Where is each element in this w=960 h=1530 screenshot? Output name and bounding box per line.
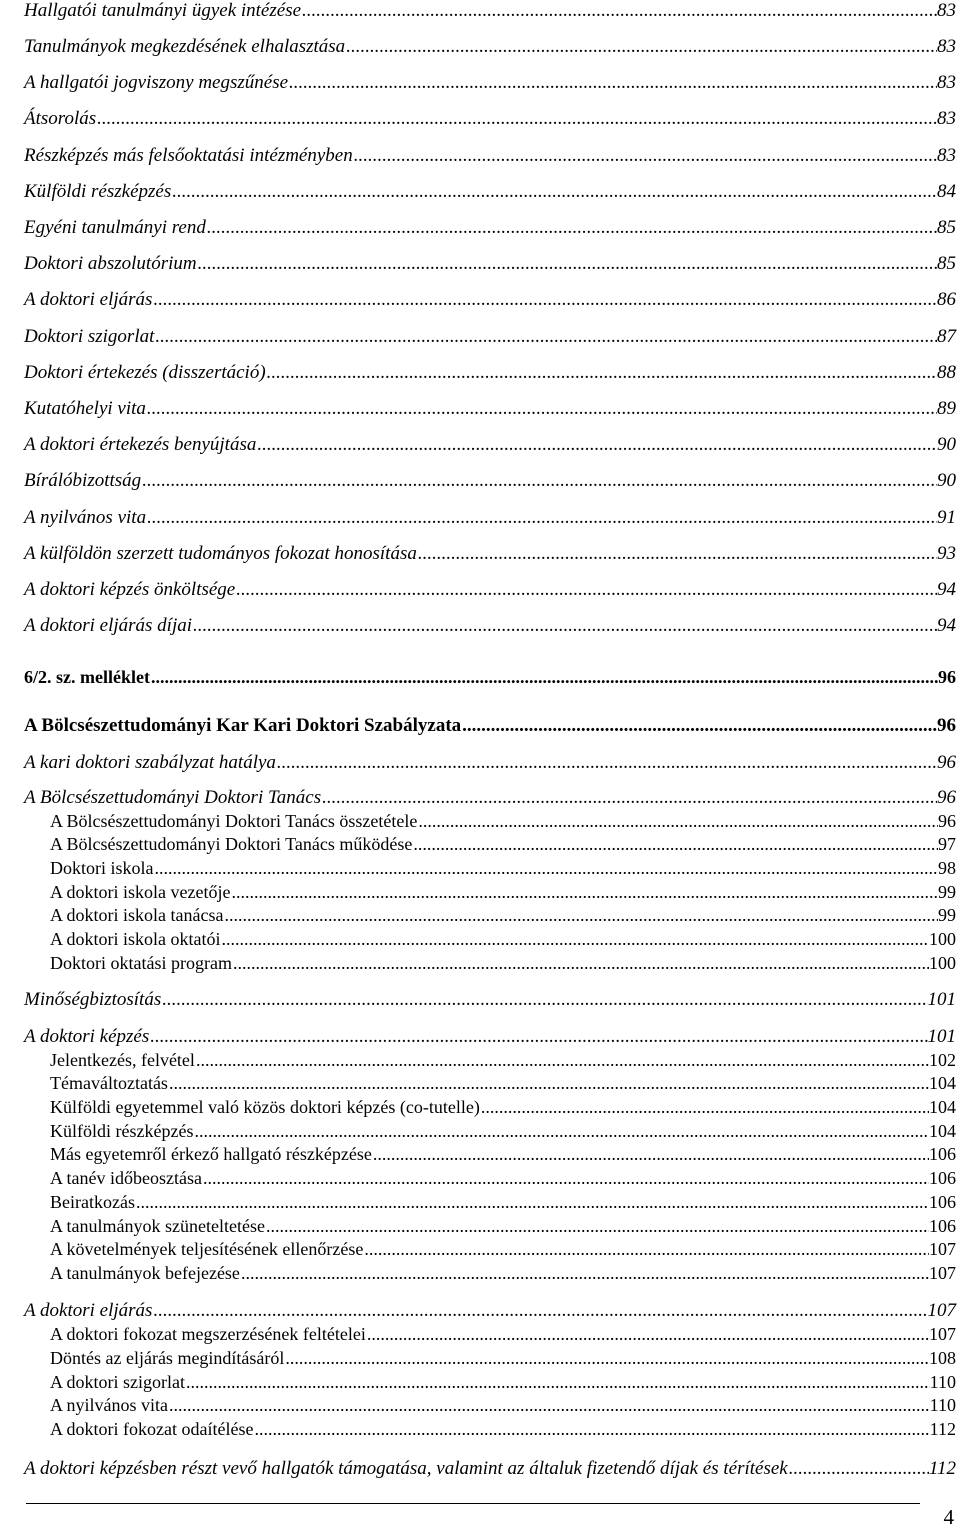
toc-leader-dots xyxy=(345,36,937,58)
toc-entry-title: A doktori iskola vezetője xyxy=(50,882,231,902)
toc-entry-page: 96 xyxy=(937,715,956,736)
toc-entry-page: 100 xyxy=(929,929,956,949)
toc-entry-title: A nyilvános vita xyxy=(50,1395,168,1415)
toc-entry[interactable] xyxy=(24,543,956,565)
toc-leader-dots xyxy=(412,834,938,855)
toc-entry-page: 101 xyxy=(927,989,956,1010)
toc-entry-title: A doktori képzés xyxy=(24,1026,150,1047)
toc-entry-page: 83 xyxy=(937,145,956,166)
toc-entry-title: A Bölcsészettudományi Doktori Tanács összetétele xyxy=(50,811,418,831)
toc-leader-dots xyxy=(301,0,937,22)
toc-entry-page: 90 xyxy=(937,434,956,455)
toc-entry[interactable] xyxy=(24,108,956,130)
toc-entry[interactable] xyxy=(24,752,956,774)
toc-leader-dots xyxy=(417,543,937,565)
toc-entry-page: 85 xyxy=(937,253,956,274)
toc-leader-dots xyxy=(372,1144,929,1165)
toc-entry[interactable] xyxy=(24,989,956,1011)
toc-leader-dots xyxy=(417,811,938,832)
toc-entry-page: 106 xyxy=(929,1192,956,1212)
toc-entry[interactable] xyxy=(24,36,956,58)
toc-entry-page: 97 xyxy=(938,834,956,854)
toc-entry-title: A doktori képzésben részt vevő hallgatók támogatása, valamint az általuk fizetendő díjak és térítések xyxy=(24,1458,788,1479)
toc-leader-dots xyxy=(461,715,937,737)
toc-entry-page: 96 xyxy=(937,752,956,773)
toc-leader-dots xyxy=(232,953,929,974)
toc-entry[interactable] xyxy=(50,1324,956,1345)
toc-entry[interactable] xyxy=(50,811,956,832)
toc-leader-dots xyxy=(154,858,939,879)
toc-entry-page: 83 xyxy=(937,36,956,57)
toc-leader-dots xyxy=(265,1216,929,1237)
toc-entry[interactable] xyxy=(50,1372,956,1393)
toc-entry-title: A doktori fokozat odaítélése xyxy=(50,1419,254,1439)
toc-entry[interactable] xyxy=(24,615,956,637)
toc-leader-dots xyxy=(266,362,937,384)
toc-leader-dots xyxy=(221,929,930,950)
toc-entry-title: A tanulmányok befejezése xyxy=(50,1263,240,1283)
toc-leader-dots xyxy=(240,1263,929,1284)
toc-leader-dots xyxy=(154,326,937,348)
toc-entry-title: Doktori abszolutórium xyxy=(24,253,197,274)
toc-entry-title: A kari doktori szabályzat hatálya xyxy=(24,752,276,773)
toc-entry-title: Egyéni tanulmányi rend xyxy=(24,217,206,238)
toc-entry[interactable] xyxy=(50,1192,956,1213)
toc-entry-title: Más egyetemről érkező hallgató részképzése xyxy=(50,1144,372,1164)
toc-leader-dots xyxy=(223,905,938,926)
toc-entry-title: Témaváltoztatás xyxy=(50,1073,168,1093)
toc-entry-page: 106 xyxy=(929,1216,956,1236)
toc-leader-dots xyxy=(202,1168,929,1189)
toc-entry-page: 83 xyxy=(937,72,956,93)
toc-entry-title: Külföldi részképzés xyxy=(50,1121,194,1141)
toc-entry-page: 104 xyxy=(929,1097,956,1117)
toc-entry-title: Doktori értekezés (disszertáció) xyxy=(24,362,266,383)
toc-entry[interactable] xyxy=(24,181,956,203)
toc-entry-page: 96 xyxy=(938,811,956,831)
toc-entry[interactable] xyxy=(24,326,956,348)
toc-entry[interactable] xyxy=(50,834,956,855)
toc-entry-page: 94 xyxy=(937,579,956,600)
toc-leader-dots xyxy=(276,752,937,774)
toc-entry-page: 104 xyxy=(929,1121,956,1141)
toc-entry[interactable] xyxy=(24,667,956,688)
toc-entry-page: 108 xyxy=(929,1348,956,1368)
toc-entry-title: A doktori fokozat megszerzésének feltételei xyxy=(50,1324,366,1344)
toc-entry[interactable] xyxy=(24,217,956,239)
toc-entry-page: 112 xyxy=(929,1419,956,1439)
toc-entry-page: 102 xyxy=(929,1050,956,1070)
toc-entry-title: Tanulmányok megkezdésének elhalasztása xyxy=(24,36,346,57)
toc-entry-page: 101 xyxy=(927,1026,956,1047)
toc-entry-page: 106 xyxy=(929,1168,956,1188)
toc-entry[interactable] xyxy=(50,1097,956,1118)
toc-leader-dots xyxy=(150,667,938,688)
toc-entry-title: Bírálóbizottság xyxy=(24,470,142,491)
toc-entry-title: A Bölcsészettudományi Doktori Tanács xyxy=(24,787,322,808)
toc-leader-dots xyxy=(161,989,927,1011)
toc-entry-page: 89 xyxy=(937,398,956,419)
toc-entry-title: Kutatóhelyi vita xyxy=(24,398,146,419)
toc-entry-page: 106 xyxy=(929,1144,956,1164)
toc-entry-title: A doktori iskola tanácsa xyxy=(50,905,224,925)
toc-leader-dots xyxy=(192,615,937,637)
toc-entry-page: 91 xyxy=(937,507,956,528)
toc-entry[interactable] xyxy=(24,398,956,420)
toc-leader-dots xyxy=(185,1372,930,1393)
toc-entry-page: 88 xyxy=(937,362,956,383)
toc-entry[interactable] xyxy=(24,715,956,737)
toc-entry-title: A Bölcsészettudományi Kar Kari Doktori Szabályzata xyxy=(24,715,462,736)
toc-entry-page: 96 xyxy=(937,787,956,808)
toc-entry-page: 84 xyxy=(937,181,956,202)
toc-entry-page: 110 xyxy=(929,1395,956,1415)
toc-entry-page: 107 xyxy=(927,1300,956,1321)
toc-entry-title: A követelmények teljesítésének ellenőrzése xyxy=(50,1239,364,1259)
toc-entry-title: A doktori értekezés benyújtása xyxy=(24,434,257,455)
toc-entry[interactable] xyxy=(50,1348,956,1369)
toc-leader-dots xyxy=(235,579,937,601)
toc-entry-title: Jelentkezés, felvétel xyxy=(50,1050,195,1070)
toc-entry-title: Döntés az eljárás megindításáról xyxy=(50,1348,285,1368)
toc-leader-dots xyxy=(195,1050,929,1071)
toc-entry[interactable] xyxy=(50,1239,956,1260)
toc-entry-title: A doktori képzés önköltsége xyxy=(24,579,236,600)
toc-entry[interactable] xyxy=(50,1216,956,1237)
toc-entry[interactable] xyxy=(50,1050,956,1071)
toc-entry-title: A nyilvános vita xyxy=(24,507,147,528)
toc-leader-dots xyxy=(168,1395,930,1416)
toc-entry[interactable] xyxy=(50,1263,956,1284)
toc-entry[interactable] xyxy=(24,1300,956,1322)
toc-entry-title: Hallgatói tanulmányi ügyek intézése xyxy=(24,0,302,21)
toc-entry-page: 107 xyxy=(929,1324,956,1344)
toc-entry[interactable] xyxy=(50,1419,956,1440)
toc-entry-page: 112 xyxy=(928,1458,956,1479)
toc-entry-page: 99 xyxy=(938,905,956,925)
toc-entry-page: 85 xyxy=(937,217,956,238)
toc-leader-dots xyxy=(788,1458,929,1480)
toc-entry[interactable] xyxy=(50,905,956,926)
toc-leader-dots xyxy=(353,145,937,167)
toc-leader-dots xyxy=(366,1324,929,1345)
toc-entry-page: 104 xyxy=(929,1073,956,1093)
toc-entry-title: Doktori szigorlat xyxy=(24,326,155,347)
toc-entry-page: 86 xyxy=(937,289,956,310)
toc-entry-page: 87 xyxy=(937,326,956,347)
toc-leader-dots xyxy=(193,1121,929,1142)
toc-entry[interactable] xyxy=(50,882,956,903)
toc-entry-title: A tanév időbeosztása xyxy=(50,1168,202,1188)
toc-entry-page: 99 xyxy=(938,882,956,902)
toc-entry-title: Átsorolás xyxy=(24,108,97,129)
toc-leader-dots xyxy=(146,507,937,529)
toc-leader-dots xyxy=(197,253,937,275)
toc-leader-dots xyxy=(363,1239,929,1260)
toc-entry-page: 96 xyxy=(938,667,956,687)
toc-entry-title: Részképzés más felsőoktatási intézményben xyxy=(24,145,353,166)
toc-leader-dots xyxy=(288,72,937,94)
toc-entry[interactable] xyxy=(24,787,956,809)
toc-entry[interactable] xyxy=(24,470,956,492)
toc-entry-title: Minőségbiztosítás xyxy=(24,989,162,1010)
toc-entry-title: A Bölcsészettudományi Doktori Tanács működése xyxy=(50,834,413,854)
footer-rule xyxy=(26,1503,920,1504)
toc-leader-dots xyxy=(152,1300,927,1322)
toc-leader-dots xyxy=(480,1097,929,1118)
toc-leader-dots xyxy=(168,1073,929,1094)
toc-entry-title: A hallgatói jogviszony megszűnése xyxy=(24,72,289,93)
toc-entry-page: 94 xyxy=(937,615,956,636)
toc-entry-title: A doktori eljárás xyxy=(24,289,153,310)
toc-leader-dots xyxy=(152,289,937,311)
toc-entry-title: Beiratkozás xyxy=(50,1192,135,1212)
toc-entry-page: 98 xyxy=(938,858,956,878)
toc-entry-title: Külföldi részképzés xyxy=(24,181,172,202)
toc-entry[interactable] xyxy=(24,1458,956,1480)
toc-entry-title: A doktori eljárás díjai xyxy=(24,615,193,636)
toc-entry[interactable] xyxy=(50,1121,956,1142)
toc-entry[interactable] xyxy=(24,0,956,22)
toc-entry[interactable] xyxy=(24,145,956,167)
toc-entry-title: A doktori eljárás xyxy=(24,1300,153,1321)
toc-entry[interactable] xyxy=(50,1395,956,1416)
toc-leader-dots xyxy=(256,434,937,456)
toc-entry[interactable] xyxy=(24,289,956,311)
toc-leader-dots xyxy=(135,1192,929,1213)
toc-entry[interactable] xyxy=(50,1144,956,1165)
toc-leader-dots xyxy=(284,1348,929,1369)
toc-entry-title: Doktori iskola xyxy=(50,858,154,878)
toc-entry-title: A tanulmányok szüneteltetése xyxy=(50,1216,265,1236)
toc-entry-page: 100 xyxy=(929,953,956,973)
toc-entry-page: 110 xyxy=(929,1372,956,1392)
toc-leader-dots xyxy=(321,787,937,809)
toc-entry-title: 6/2. sz. melléklet xyxy=(24,667,150,687)
toc-entry-title: Külföldi egyetemmel való közös doktori képzés (co-tutelle) xyxy=(50,1097,480,1117)
toc-entry[interactable] xyxy=(24,434,956,456)
toc-entry-title: Doktori oktatási program xyxy=(50,953,232,973)
toc-entry-page: 107 xyxy=(929,1239,956,1259)
toc-leader-dots xyxy=(206,217,937,239)
toc-entry[interactable] xyxy=(24,253,956,275)
toc-entry-page: 107 xyxy=(929,1263,956,1283)
toc-entry-title: A doktori iskola oktatói xyxy=(50,929,221,949)
toc-leader-dots xyxy=(149,1026,927,1048)
toc-entry[interactable] xyxy=(50,929,956,950)
toc-entry-page: 93 xyxy=(937,543,956,564)
toc-leader-dots xyxy=(171,181,937,203)
toc-entry-title: A doktori szigorlat xyxy=(50,1372,185,1392)
toc-leader-dots xyxy=(146,398,937,420)
toc-entry[interactable] xyxy=(24,1026,956,1048)
toc-entry[interactable] xyxy=(24,72,956,94)
toc-leader-dots xyxy=(230,882,938,903)
toc-entry-page: 90 xyxy=(937,470,956,491)
toc-leader-dots xyxy=(141,470,937,492)
toc-entry[interactable] xyxy=(50,953,956,974)
toc-entry[interactable] xyxy=(24,362,956,384)
toc-entry[interactable] xyxy=(50,1168,956,1189)
toc-entry[interactable] xyxy=(24,507,956,529)
toc-leader-dots xyxy=(96,108,937,130)
page-number: 4 xyxy=(943,1505,954,1529)
toc-entry-page: 83 xyxy=(937,108,956,129)
toc-leader-dots xyxy=(253,1419,929,1440)
toc-entry[interactable] xyxy=(50,858,956,879)
toc-entry[interactable] xyxy=(24,579,956,601)
toc-entry-title: A külföldön szerzett tudományos fokozat honosítása xyxy=(24,543,417,564)
toc-entry[interactable] xyxy=(50,1073,956,1094)
toc-entry-page: 83 xyxy=(937,0,956,21)
